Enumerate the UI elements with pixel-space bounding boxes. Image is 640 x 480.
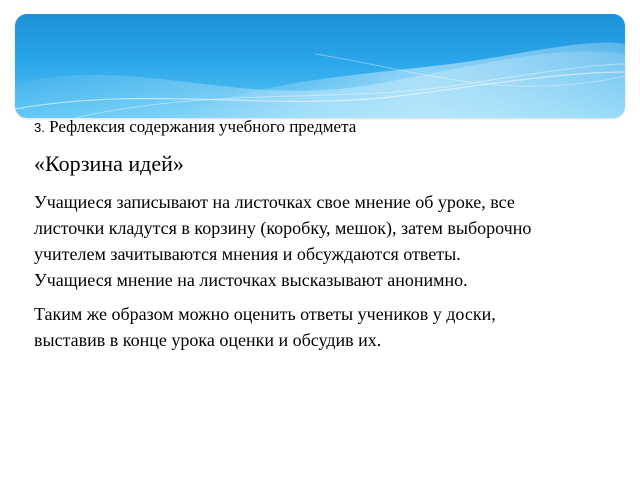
subheading <box>34 116 534 139</box>
item-number: 3. <box>34 120 45 135</box>
body-paragraph-2: Таким же образом можно оценить ответы учеников у доски, выставив в конце урока оценки и обсудив их. <box>34 304 496 350</box>
subheading-text: Рефлексия содержания учебного предмета <box>49 117 357 136</box>
wave-decoration <box>15 14 625 118</box>
header-banner <box>15 14 625 118</box>
slide-content <box>34 108 534 353</box>
slide-title: «Корзина идей» <box>34 151 184 176</box>
body-paragraph-1: Учащиеся записывают на листочках свое мнение об уроке, все листочки кладутся в корзину (коробку, мешок), затем выборочно учителем зачитываются мнения и обсуждаются ответы. Учащиеся мнение на листочках высказывают анонимно. <box>34 192 532 290</box>
